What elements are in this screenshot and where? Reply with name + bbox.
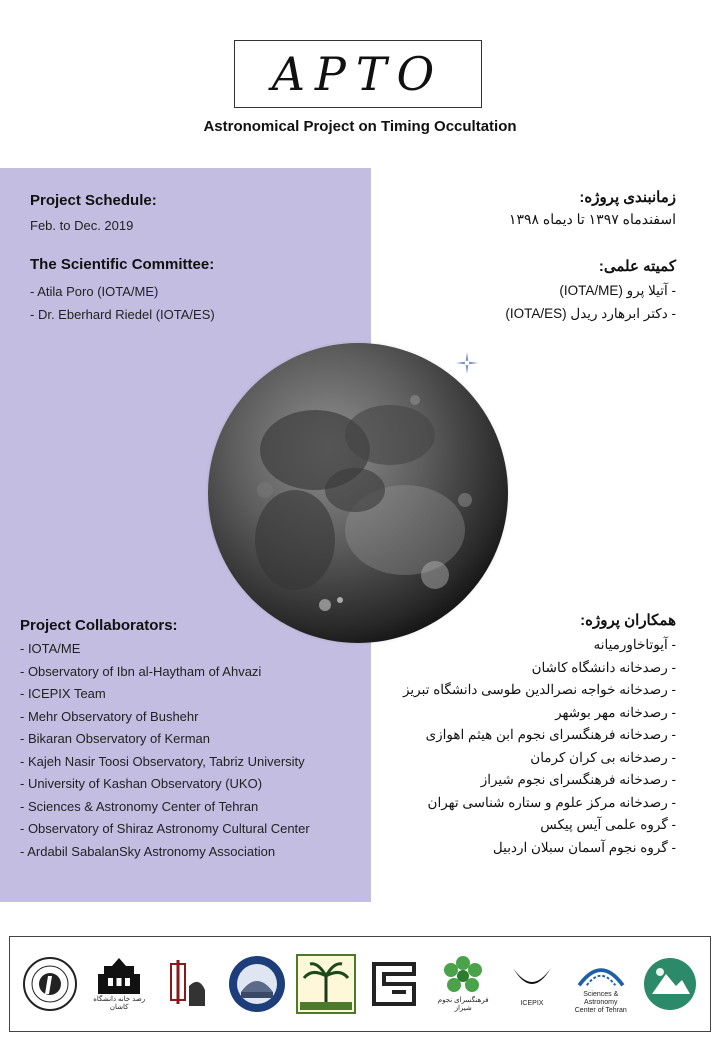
moon-image [205,340,511,646]
list-item: - IOTA/ME [20,641,81,656]
bushehr-observatory-logo [298,953,354,1015]
list-item: - رصدخانه بی کران کرمان [530,749,676,765]
list-item: - Kajeh Nasir Toosi Observatory, Tabriz University [20,753,305,769]
sabalansky-logo [642,953,698,1015]
tehran-science-center-logo [573,953,629,1015]
list-item: - رصدخانه مهر بوشهر [555,704,676,720]
list-item: - آیوتاخاورمیانه [593,637,676,652]
logo-caption: Sciences & Astronomy Center of Tehran [574,991,627,1014]
logo-caption: ICEPIX [520,1000,544,1007]
list-item: - Dr. Eberhard Riedel (IOTA/ES) [30,306,215,322]
icepix-logo [504,953,560,1015]
list-item: - رصدخانه خواجه نصرالدین طوسی دانشگاه تبریز [402,682,676,697]
list-item: - رصدخانه مرکز علوم و ستاره شناسی تهران [427,794,676,810]
mountain-sky-icon [642,956,698,1012]
list-item: - Mehr Observatory of Bushehr [20,708,199,724]
committee-list-en [30,281,215,326]
kashan-observatory-logo [91,953,147,1015]
list-item: - Observatory of Ibn al-Haytham of Ahvazi [20,663,262,679]
list-item: - University of Kashan Observatory (UKO) [20,776,263,791]
collaborators-heading-fa: همکاران پروژه: [580,612,676,629]
calligraphy-logo-icon [366,954,422,1014]
schedule-dates-en: Feb. to Dec. 2019 [30,218,134,233]
committee-heading-en: The Scientific Committee: [30,256,215,273]
ibn-haytham-observatory-logo [229,953,285,1015]
schedule-heading-fa: زمانبندی پروژه: [579,189,676,206]
shiraz-astronomy-center-logo [435,953,491,1015]
list-item: - Bikaran Observatory of Kerman [20,731,211,746]
poster-subtitle: Astronomical Project on Timing Occultation [203,118,517,135]
list-item: - گروه علمی آیس پیکس [540,817,676,832]
list-item: - ICEPIX Team [20,686,106,701]
building-icon [96,956,142,996]
observatory-dome-icon [227,954,287,1014]
list-item: - رصدخانه فرهنگسرای نجوم شیراز [480,772,676,787]
emblem-icon [165,956,211,1012]
list-item: - رصدخانه فرهنگسرای نجوم ابن هیثم اهوازی [425,727,676,742]
committee-heading-fa: کمیته علمی: [598,258,676,275]
logo-caption: فرهنگسرای نجوم شیراز [437,997,489,1012]
list-item: - Atila Poro (IOTA/ME) [30,284,159,299]
schedule-dates-fa: اسفندماه ۱۳۹۷ تا دیماه ۱۳۹۸ [508,211,676,227]
iota-logo [22,953,78,1015]
logo-caption: رصد خانه دانشگاه کاشان [93,996,146,1011]
whale-tail-icon [507,960,557,1000]
iota-seal-icon [22,956,78,1012]
list-item: - گروه نجوم آسمان سبلان اردبیل [492,839,676,855]
apto-logo [234,40,482,108]
list-item: - آتیلا پرو (IOTA/ME) [559,283,676,298]
globe-icon [574,953,628,991]
collaborators-heading-en: Project Collaborators: [20,617,178,634]
list-item: - دکتر ابرهارد ریدل (IOTA/ES) [505,305,676,321]
schedule-heading-en: Project Schedule: [30,192,157,209]
committee-list-fa [505,280,676,325]
list-item: - Sciences & Astronomy Center of Tehran [20,798,259,814]
palm-tree-icon [296,954,356,1014]
partner-logos-strip [9,936,711,1032]
bikaran-observatory-logo [366,953,422,1015]
flower-icon [440,955,486,997]
list-item: - رصدخانه دانشگاه کاشان [531,659,676,675]
list-item: - Observatory of Shiraz Astronomy Cultural Center [20,821,310,836]
apto-logo-text: APTO [271,47,445,101]
collaborators-list-en [20,638,310,863]
list-item: - Ardabil SabalanSky Astronomy Association [20,843,276,859]
tabriz-university-logo [160,953,216,1015]
collaborators-list-fa [403,634,676,859]
